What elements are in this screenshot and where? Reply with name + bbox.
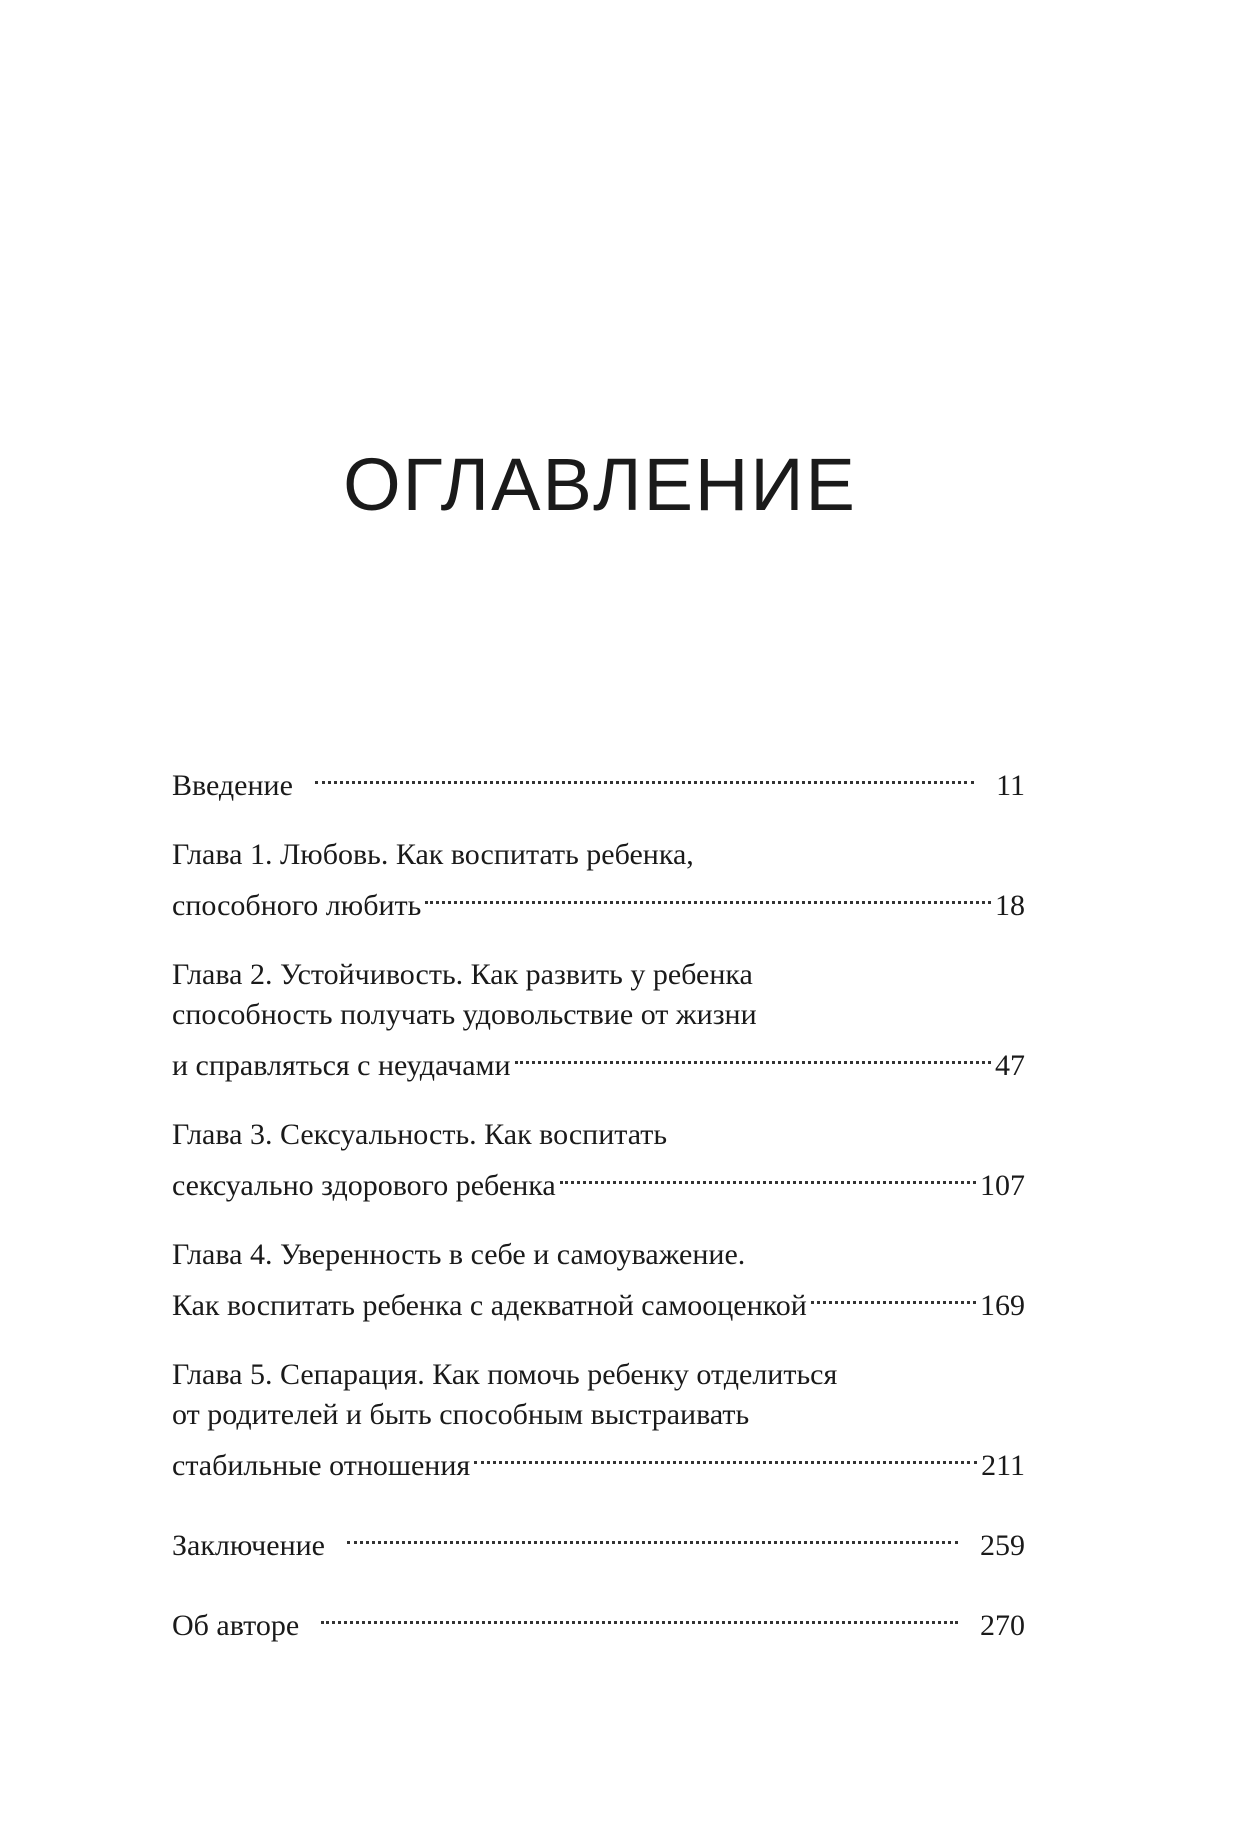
toc-entry-line [172,1515,1025,1562]
dot-leader [811,1275,976,1315]
toc-page-number: 18 [995,889,1025,922]
toc-entry-chapter-2 [172,955,1025,1082]
table-of-contents [172,755,1025,1642]
toc-entry-line [172,1435,1025,1482]
toc-entry-line [172,755,1025,802]
toc-entry-title: Заключение [172,1529,325,1562]
toc-page-number: 107 [980,1169,1025,1202]
dot-leader [315,755,974,795]
toc-entry-chapter-5 [172,1355,1025,1482]
toc-entry-title-line: способного любить [172,889,422,922]
toc-entry-title: Об авторе [172,1609,300,1642]
toc-entry-title-line: Как воспитать ребенка с адекватной самооценкой [172,1289,807,1322]
toc-entry-title: Введение [172,769,293,802]
toc-entry-about-author [172,1595,1025,1642]
toc-entry-line [172,1275,1025,1322]
dot-leader [321,1595,958,1635]
toc-page-number: 211 [981,1449,1025,1482]
dot-leader [474,1435,977,1475]
toc-page-number: 270 [980,1609,1025,1642]
page-title: ОГЛАВЛЕНИЕ [343,442,857,526]
toc-entry-title-line: Глава 5. Сепарация. Как помочь ребенку отделиться [172,1358,838,1391]
toc-entry-chapter-1 [172,835,1025,922]
toc-entry-title-line: Глава 4. Уверенность в себе и самоуважение. [172,1238,746,1271]
toc-entry-title-line: Глава 2. Устойчивость. Как развить у ребенка [172,958,753,991]
toc-entry-chapter-4 [172,1235,1025,1322]
toc-entry-title-line: Глава 3. Сексуальность. Как воспитать [172,1118,668,1151]
toc-entry-chapter-3 [172,1115,1025,1202]
toc-entry-introduction [172,755,1025,802]
dot-leader [560,1155,976,1195]
toc-entry-line [172,875,1025,922]
toc-entry-conclusion [172,1515,1025,1562]
toc-entry-title-line: и справляться с неудачами [172,1049,511,1082]
dot-leader [515,1035,991,1075]
toc-page-number: 47 [995,1049,1025,1082]
dot-leader [425,875,991,915]
toc-entry-title-line: Глава 1. Любовь. Как воспитать ребенка, [172,838,694,871]
toc-entry-title-line: способность получать удовольствие от жизни [172,998,757,1031]
toc-entry-line [172,1155,1025,1202]
toc-entry-title-line: от родителей и быть способным выстраивать [172,1398,750,1431]
toc-entry-title-line: стабильные отношения [172,1449,471,1482]
dot-leader [347,1515,958,1555]
toc-entry-line [172,1035,1025,1082]
toc-page-number: 259 [980,1529,1025,1562]
toc-entry-title-line: сексуально здорового ребенка [172,1169,556,1202]
toc-entry-line [172,1595,1025,1642]
toc-page-number: 169 [980,1289,1025,1322]
toc-page-number: 11 [996,769,1025,802]
